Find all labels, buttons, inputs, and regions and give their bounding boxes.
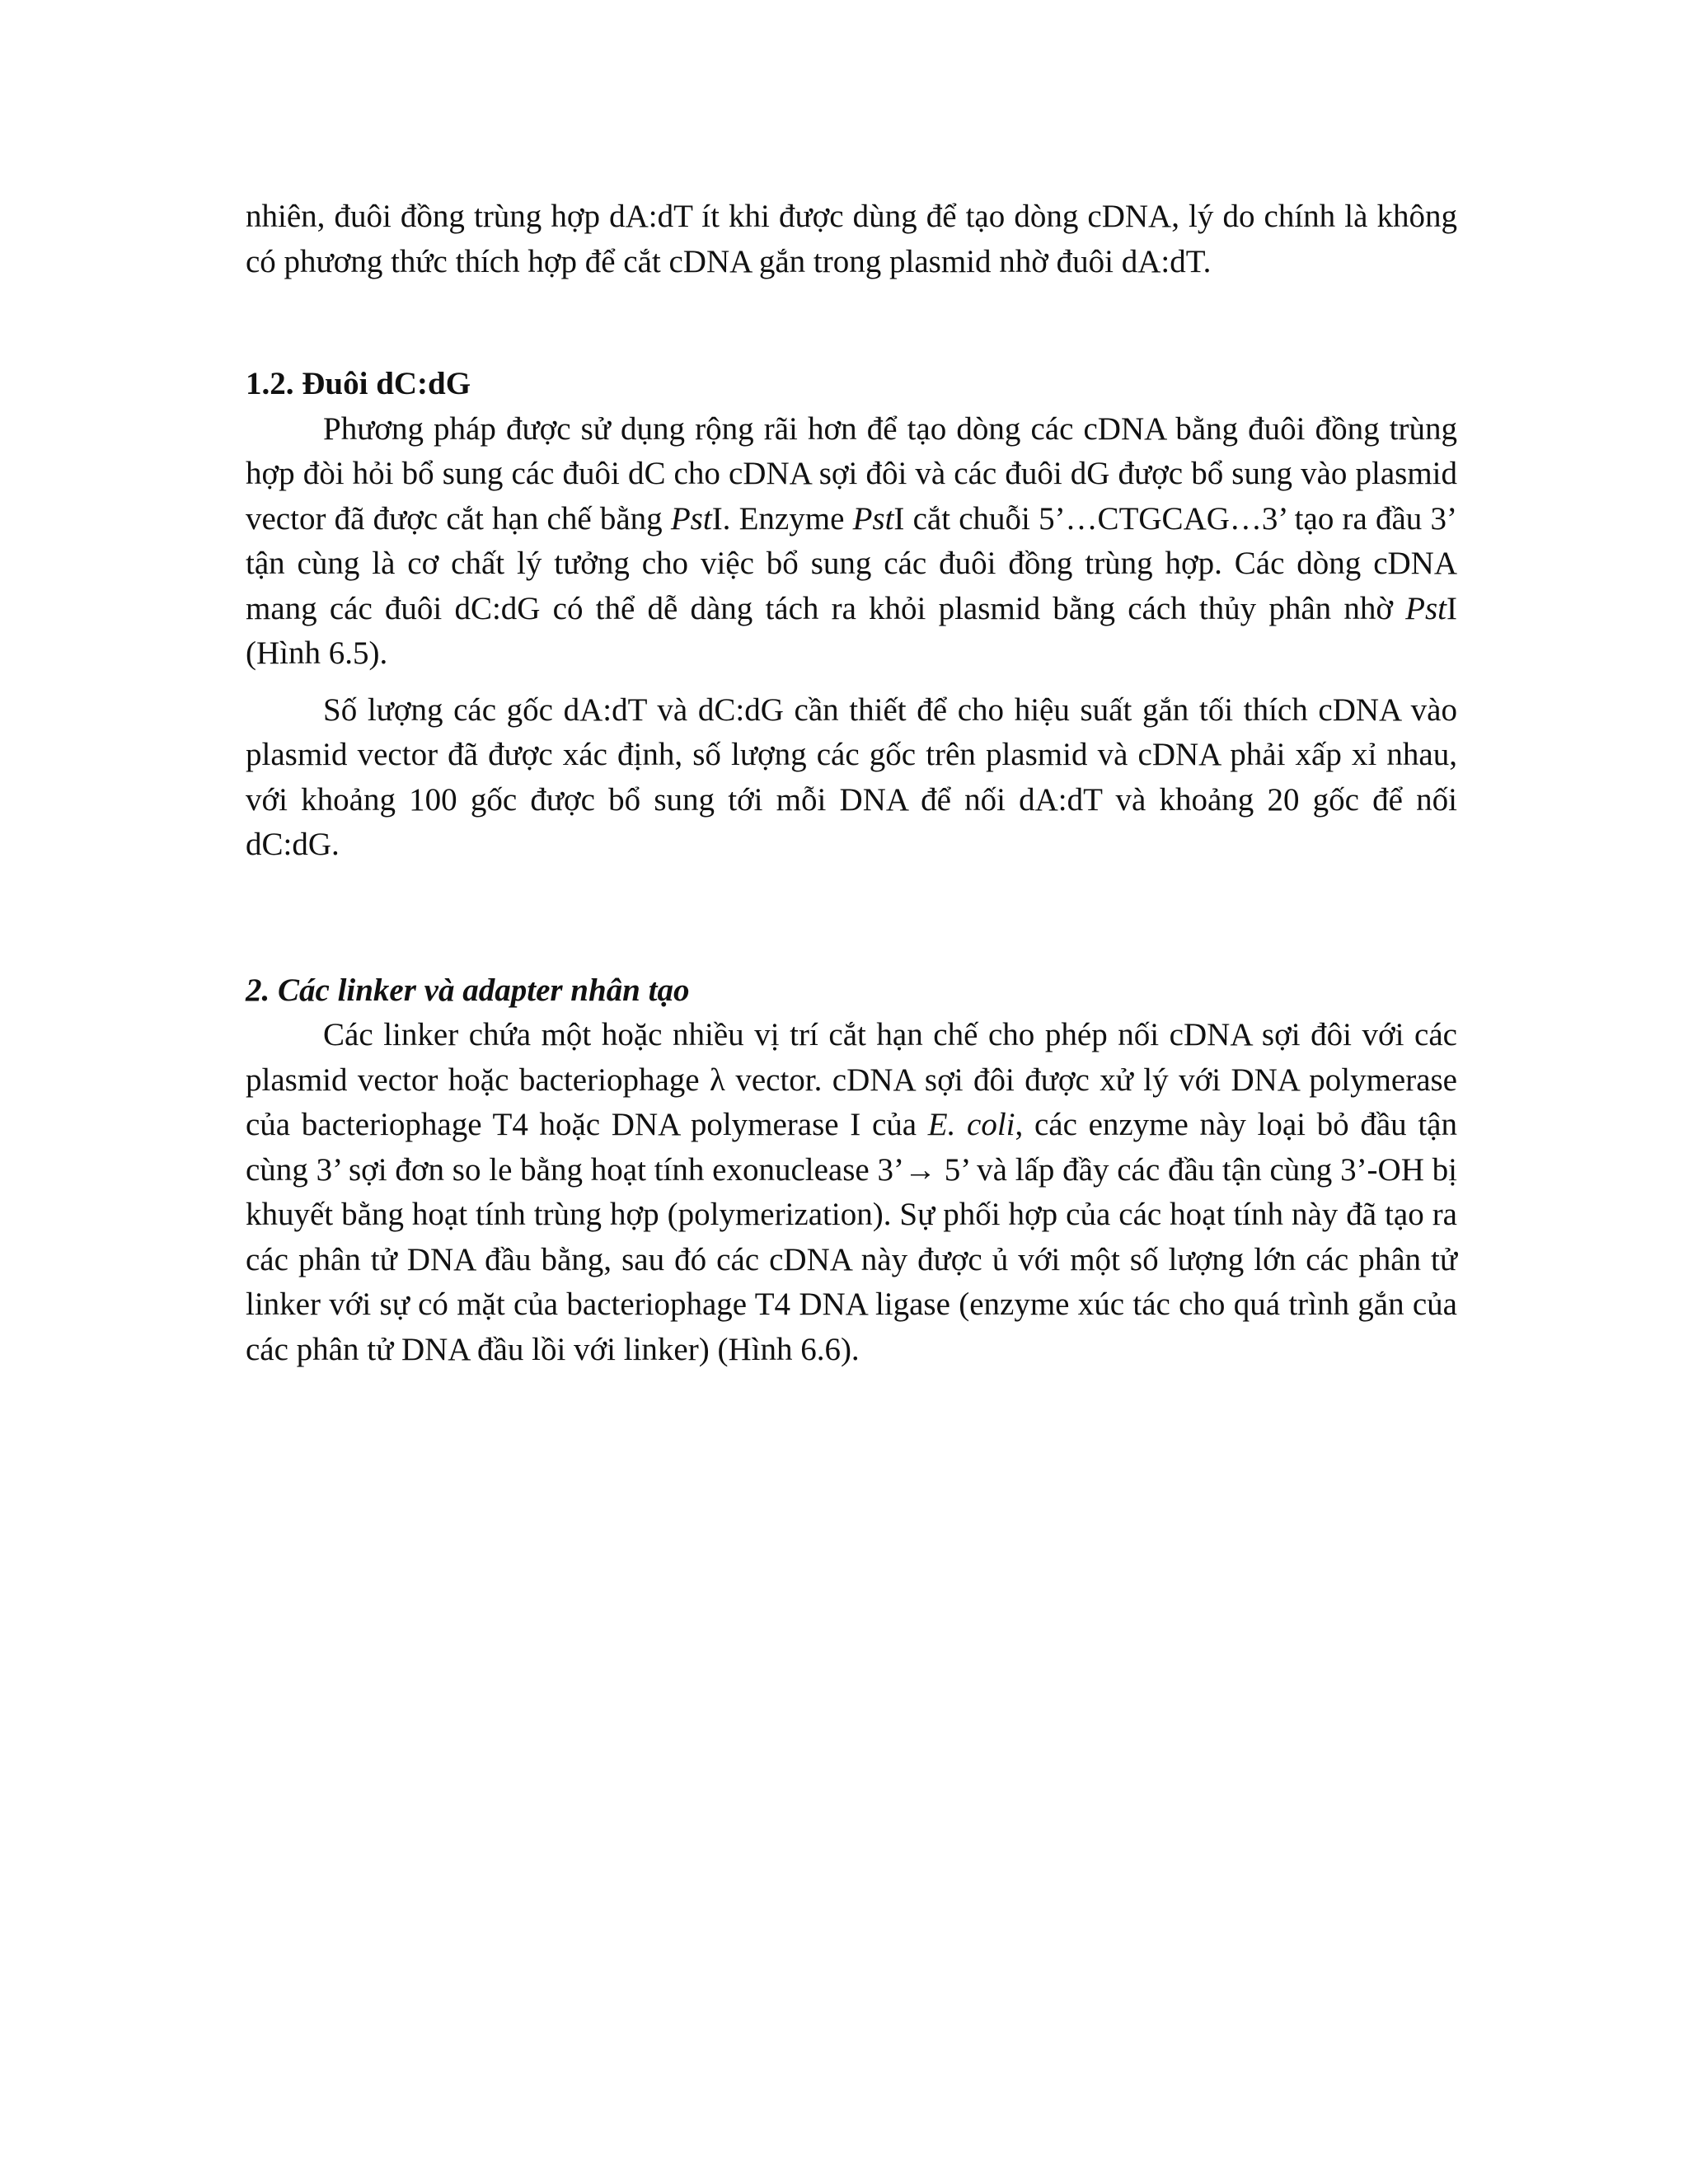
italic-run: Pst xyxy=(670,500,712,537)
text-run: Phương pháp được sử dụng rộng rãi hơn để tạo dòng các cDNA bằng đuôi đồng trùng hợp đòi hỏi bổ sung các đuôi dC cho cDNA sợi đôi và các đuôi dG được bổ sung vào plasmid vector đã được cắt hạn chế bằng xyxy=(246,410,1457,537)
spacer xyxy=(246,284,1457,362)
italic-run: E. coli xyxy=(927,1107,1015,1142)
text-run: Các linker chứa một hoặc nhiều vị trí cắt hạn chế cho phép nối cDNA sợi đôi với các plasmid vector hoặc bacteriophage λ vector. cDNA sợi đôi được xử lý với DNA polymerase của bacteriophage T4 hoặc DNA polymerase I của xyxy=(246,1017,1457,1142)
text-run: I cắt chuỗi 5’…CTGCAG…3’ tạo ra đầu 3’ tận cùng là cơ chất lý tưởng cho việc bổ sung các đuôi đồng trùng hợp. Các dòng cDNA mang các đuôi dC:dG có thể dễ dàng tách ra khỏi plasmid bằng cách thủy phân nhờ xyxy=(246,500,1457,626)
text-run: I. Enzyme xyxy=(711,500,853,537)
italic-run: Pst xyxy=(852,500,894,537)
section-heading-2: 2. Các linker và adapter nhân tạo xyxy=(246,972,690,1008)
spacer xyxy=(246,677,1457,688)
paragraph-dc-dg-method xyxy=(246,407,1457,677)
section-heading-1-2: 1.2. Đuôi dC:dG xyxy=(246,366,471,401)
document-page xyxy=(246,194,1457,1372)
paragraph-residue-count: Số lượng các gốc dA:dT và dC:dG cần thiết để cho hiệu suất gắn tối thích cDNA vào plasmid vector đã được xác định, số lượng các gốc trên plasmid và cDNA phải xấp xỉ nhau, với khoảng 100 gốc được bổ sung tới mỗi DNA để nối dA:dT và khoảng 20 gốc để nối dC:dG. xyxy=(246,691,1457,862)
text-run: , các enzyme này loại bỏ đầu tận cùng 3’ sợi đơn so le bằng hoạt tính exonuclease 3’→ 5’ và lấp đầy các đầu tận cùng 3’-OH bị khuyết bằng hoạt tính trùng hợp (polymerization). Sự phối hợp của các hoạt tính này đã tạo ra các phân tử DNA đầu bằng, sau đó các cDNA này được ủ với một số lượng lớn các phân tử linker với sự có mặt của bacteriophage T4 DNA ligase (enzyme xúc tác cho quá trình gắn của các phân tử DNA đầu lồi với linker) (Hình 6.6). xyxy=(246,1107,1457,1367)
paragraph-linkers xyxy=(246,1013,1457,1372)
text-run: I (Hình 6.5). xyxy=(246,590,1457,671)
spacer xyxy=(246,868,1457,968)
italic-run: Pst xyxy=(1405,590,1447,626)
paragraph-continuation: nhiên, đuôi đồng trùng hợp dA:dT ít khi được dùng để tạo dòng cDNA, lý do chính là không có phương thức thích hợp để cắt cDNA gắn trong plasmid nhờ đuôi dA:dT. xyxy=(246,199,1457,279)
